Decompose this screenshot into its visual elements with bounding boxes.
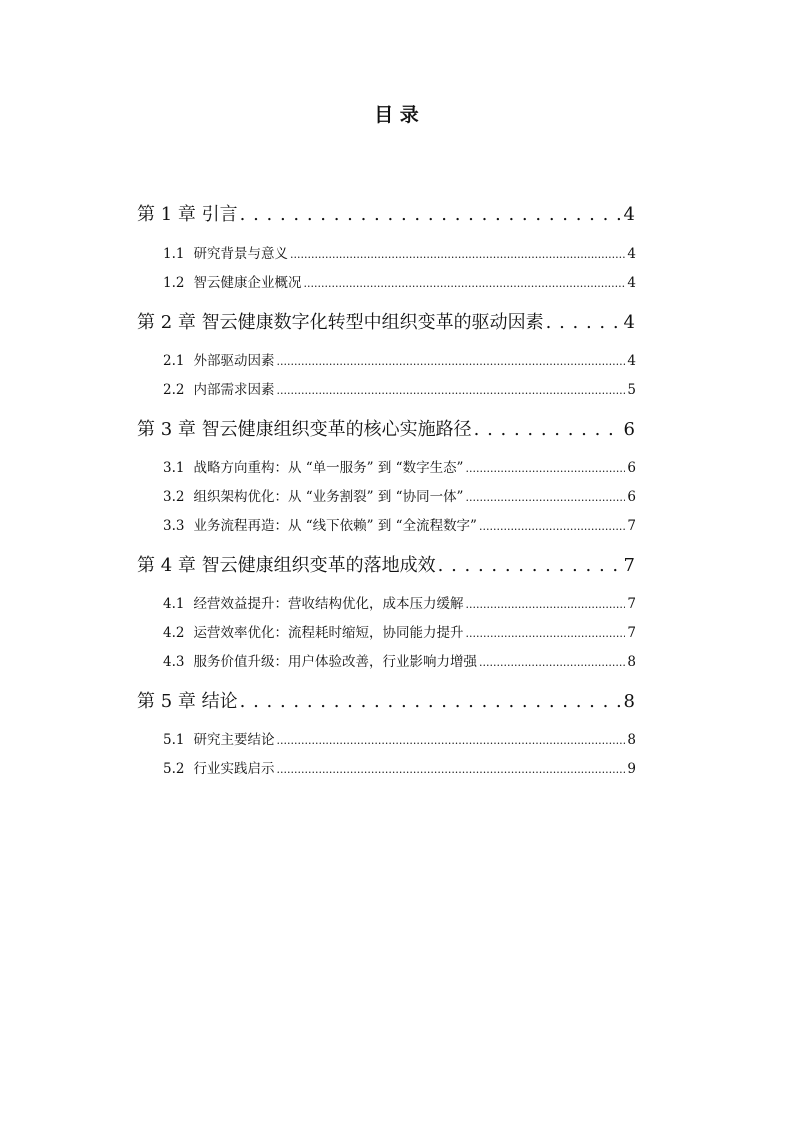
toc-section-number: 4.2 — [163, 625, 185, 641]
toc-page-number: 5 — [627, 382, 636, 398]
toc-leader — [465, 489, 625, 505]
toc-entry-label: 运营效率优化：流程耗时缩短，协同能力提升 — [193, 625, 464, 641]
toc-entry-label: 内部需求因素 — [193, 382, 275, 398]
toc-leader — [290, 246, 625, 262]
toc-section-4-3[interactable] — [163, 650, 636, 670]
toc-section-number: 3.2 — [163, 489, 185, 505]
toc-section-4-2[interactable] — [163, 621, 636, 641]
toc-section-4-1[interactable] — [163, 592, 636, 612]
toc-section-number: 3.1 — [163, 460, 185, 476]
toc-entry-label: 研究背景与意义 — [193, 246, 288, 262]
toc-section-number: 5.1 — [163, 732, 185, 748]
toc-section-number: 2.1 — [163, 353, 185, 369]
toc-section-3-1[interactable] — [163, 456, 636, 476]
toc-page-number: 4 — [627, 246, 636, 262]
toc-section-1-1[interactable] — [163, 242, 636, 262]
toc-entry-label: 第 4 章 智云健康组织变革的落地成效 — [137, 555, 436, 576]
toc-chapter-4[interactable] — [137, 551, 635, 577]
toc-page-number: 4 — [627, 353, 636, 369]
toc-leader — [546, 312, 621, 333]
toc-section-2-1[interactable] — [163, 349, 636, 369]
toc-page-number: 4 — [627, 275, 636, 291]
toc-entry-label: 第 2 章 智云健康数字化转型中组织变革的驱动因素 — [137, 312, 544, 333]
toc-page-number: 7 — [627, 625, 636, 641]
toc-title: 目 录 — [374, 104, 419, 126]
toc-leader — [240, 204, 621, 225]
toc-entry-label: 第 5 章 结论 — [137, 691, 238, 712]
toc-page-number: 6 — [627, 489, 636, 505]
toc-entry-label: 业务流程再造：从 “线下依赖” 到 “全流程数字” — [193, 518, 477, 534]
toc-chapter-5[interactable] — [137, 687, 635, 713]
toc-leader — [465, 596, 625, 612]
toc-leader — [465, 460, 625, 476]
toc-leader — [479, 654, 625, 670]
toc-section-5-1[interactable] — [163, 728, 636, 748]
toc-entry-label: 行业实践启示 — [193, 761, 275, 777]
toc-page-number: 8 — [623, 691, 635, 712]
toc-page-number: 4 — [623, 204, 635, 225]
toc-page-number: 9 — [627, 761, 636, 777]
toc-leader — [276, 732, 625, 748]
toc-entry-label: 外部驱动因素 — [193, 353, 275, 369]
toc-leader — [276, 761, 625, 777]
toc-section-3-2[interactable] — [163, 485, 636, 505]
toc-section-number: 4.1 — [163, 596, 185, 612]
toc-section-1-2[interactable] — [163, 271, 636, 291]
toc-section-number: 3.3 — [163, 518, 185, 534]
toc-leader — [276, 382, 625, 398]
toc-entry-label: 服务价值升级：用户体验改善，行业影响力增强 — [193, 654, 477, 670]
toc-section-number: 5.2 — [163, 761, 185, 777]
toc-section-5-2[interactable] — [163, 757, 636, 777]
toc-section-number: 1.2 — [163, 275, 185, 291]
toc-section-number: 4.3 — [163, 654, 185, 670]
toc-entry-label: 组织架构优化：从 “业务割裂” 到 “协同一体” — [193, 489, 464, 505]
toc-section-number: 1.1 — [163, 246, 185, 262]
toc-entry-label: 研究主要结论 — [193, 732, 275, 748]
toc-chapter-3[interactable] — [137, 415, 635, 441]
toc-section-3-3[interactable] — [163, 514, 636, 534]
toc-chapter-1[interactable] — [137, 200, 635, 226]
toc-page-number: 8 — [627, 654, 636, 670]
toc-entry-label: 第 1 章 引言 — [137, 204, 238, 225]
toc-section-number: 2.2 — [163, 382, 185, 398]
toc-leader — [303, 275, 625, 291]
toc-section-2-2[interactable] — [163, 378, 636, 398]
toc-page-number: 4 — [623, 312, 635, 333]
toc-page-number: 6 — [623, 419, 635, 440]
toc-page-number: 8 — [627, 732, 636, 748]
toc-leader — [479, 518, 625, 534]
toc-leader — [465, 625, 625, 641]
toc-leader — [474, 419, 621, 440]
toc-entry-label: 智云健康企业概况 — [193, 275, 302, 291]
toc-page-number: 7 — [627, 596, 636, 612]
toc-leader — [276, 353, 625, 369]
toc-chapter-2[interactable] — [137, 308, 635, 334]
toc-entry-label: 经营效益提升：营收结构优化，成本压力缓解 — [193, 596, 464, 612]
toc-page-number: 7 — [627, 518, 636, 534]
toc-leader — [240, 691, 621, 712]
toc-leader — [438, 555, 621, 576]
toc-page-number: 6 — [627, 460, 636, 476]
toc-entry-label: 第 3 章 智云健康组织变革的核心实施路径 — [137, 419, 472, 440]
toc-entry-label: 战略方向重构：从 “单一服务” 到 “数字生态” — [193, 460, 464, 476]
toc-page-number: 7 — [623, 555, 635, 576]
